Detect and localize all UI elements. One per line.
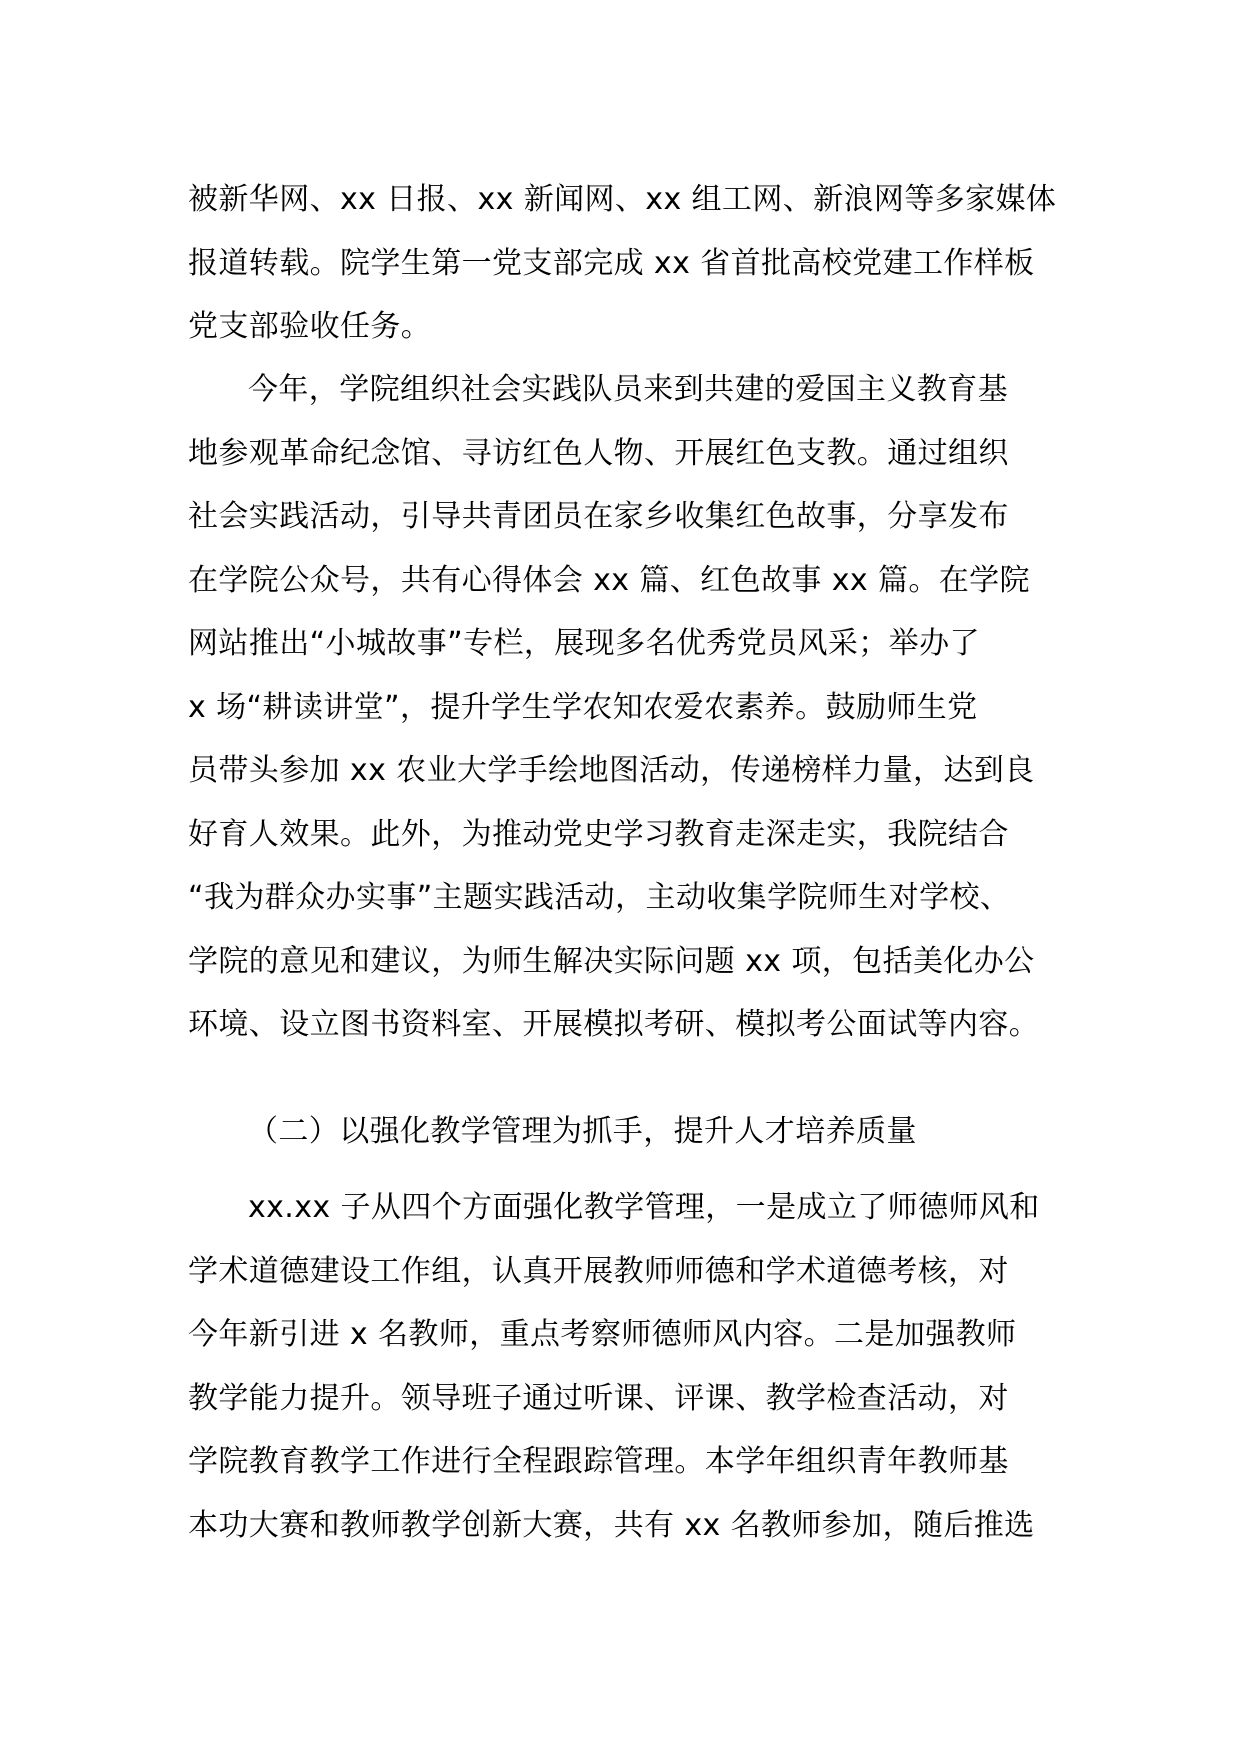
paragraph-2-line: 地参观革命纪念馆、寻访红色人物、开展红色支教。通过组织 [188, 435, 1009, 471]
section-heading-text: （二）以强化教学管理为抓手，提升人才培养质量 [248, 1114, 917, 1149]
paragraph-3 [188, 1176, 1058, 1557]
paragraph-2-line: x 场“耕读讲堂”，提升学生学农知农爱农素养。鼓励师生党 [188, 689, 978, 725]
paragraph-2 [188, 358, 1058, 1057]
paragraph-2-line: 员带头参加 xx 农业大学手绘地图活动，传递榜样力量，达到良 [188, 753, 1035, 788]
paragraph-2-line: 今年，学院组织社会实践队员来到共建的爱国主义教育基 [248, 372, 1008, 407]
paragraph-3-line: 今年新引进 x 名教师，重点考察师德师风内容。二是加强教师 [188, 1317, 1017, 1352]
paragraph-2-line: 学院的意见和建议，为师生解决实际问题 xx 项，包括美化办公 [188, 943, 1035, 979]
paragraph-1-line: 报道转载。院学生第一党支部完成 xx 省首批高校党建工作样板 [188, 245, 1035, 281]
paragraph-2-line: 好育人效果。此外，为推动党史学习教育走深走实，我院结合 [188, 816, 1009, 852]
paragraph-3-line: xx.xx 子从四个方面强化教学管理，一是成立了师德师风和 [248, 1190, 1040, 1225]
paragraph-2-line: “我为群众办实事”主题实践活动，主动收集学院师生对学校、 [188, 880, 1011, 915]
section-heading [188, 1100, 1058, 1164]
paragraph-2-line: 在学院公众号，共有心得体会 xx 篇、红色故事 xx 篇。在学院 [188, 562, 1030, 598]
paragraph-1 [188, 168, 1058, 359]
paragraph-3-line: 本功大赛和教师教学创新大赛，共有 xx 名教师参加，随后推选 [188, 1507, 1035, 1543]
paragraph-1-line: 被新华网、xx 日报、xx 新闻网、xx 组工网、新浪网等多家媒体 [188, 182, 1057, 217]
paragraph-2-line: 环境、设立图书资料室、开展模拟考研、模拟考公面试等内容。 [188, 1007, 1040, 1042]
paragraph-2-line: 网站推出“小城故事”专栏，展现多名优秀党员风采；举办了 [188, 626, 980, 661]
paragraph-1-line: 党支部验收任务。 [188, 309, 432, 344]
paragraph-3-line: 学术道德建设工作组，认真开展教师师德和学术道德考核，对 [188, 1253, 1009, 1289]
paragraph-2-line: 社会实践活动，引导共青团员在家乡收集红色故事，分享发布 [188, 499, 1009, 534]
paragraph-3-line: 教学能力提升。领导班子通过听课、评课、教学检查活动，对 [188, 1380, 1009, 1416]
paragraph-3-line: 学院教育教学工作进行全程跟踪管理。本学年组织青年教师基 [188, 1444, 1009, 1479]
